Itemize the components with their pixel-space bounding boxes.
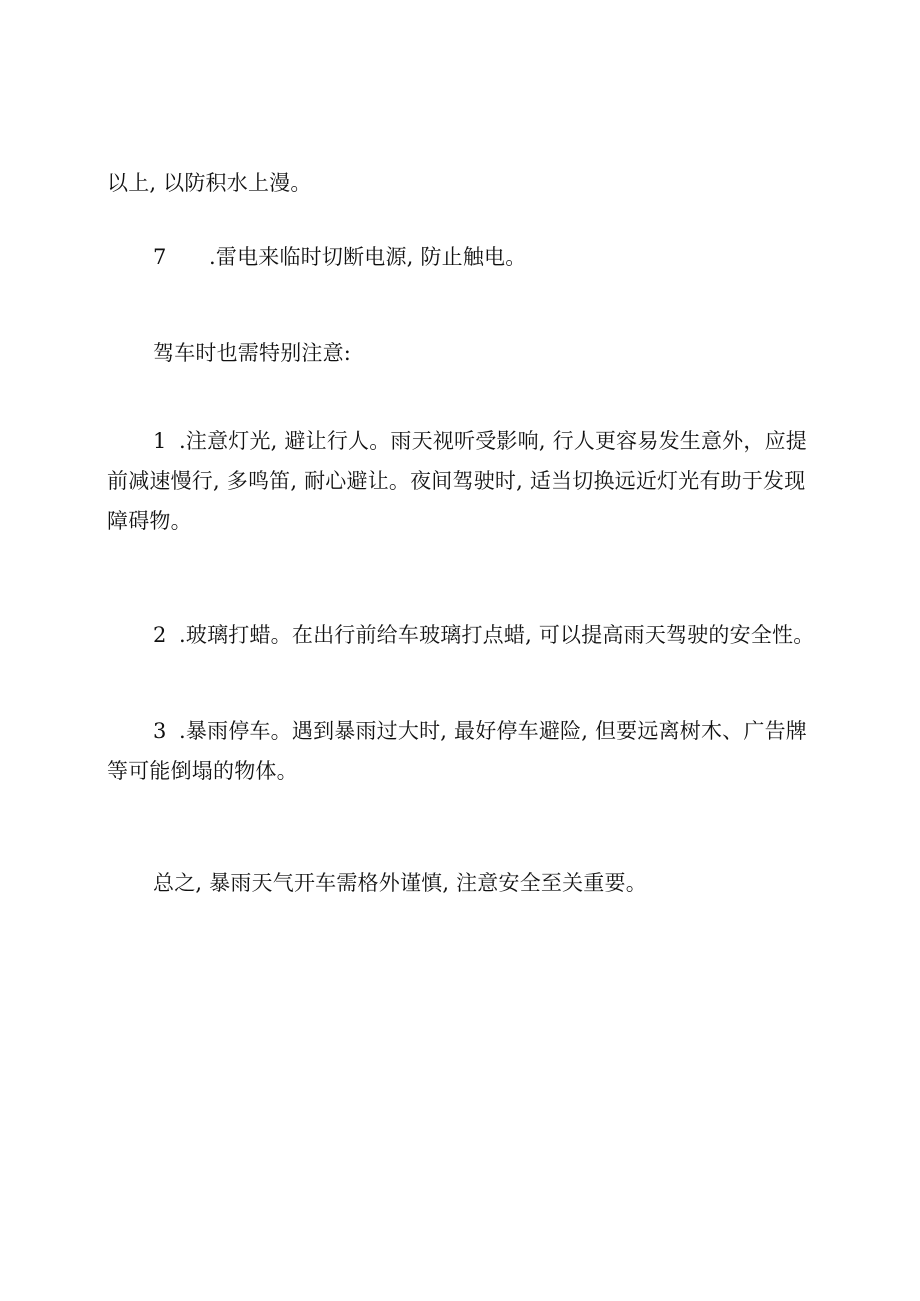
driving-item-1 xyxy=(107,421,819,541)
list-item-number: 7 xyxy=(153,245,167,269)
list-item-text: .雷电来临时切断电源, 防止触电。 xyxy=(209,245,527,269)
list-item-number: 3 xyxy=(153,719,167,743)
conclusion-paragraph: 总之, 暴雨天气开车需格外谨慎, 注意安全至关重要。 xyxy=(153,871,647,895)
list-item-text: .玻璃打蜡。在出行前给车玻璃打点蜡, 可以提高雨天驾驶的安全性。 xyxy=(179,623,815,647)
driving-item-2 xyxy=(107,615,819,655)
driving-intro-paragraph: 驾车时也需特别注意: xyxy=(153,341,352,365)
list-item-text: .暴雨停车。遇到暴雨过大时, 最好停车避险, 但要远离树木、广告牌等可能倒塌的物体。 xyxy=(107,719,807,783)
list-item-number: 2 xyxy=(153,623,167,647)
list-item-7 xyxy=(107,237,819,277)
list-item-number: 1 xyxy=(153,429,167,453)
list-item-text: .注意灯光, 避让行人。雨天视听受影响, 行人更容易发生意外，应提前减速慢行, 多鸣笛, 耐心避让。夜间驾驶时, 适当切换远近灯光有助于发现障碍物。 xyxy=(107,429,807,533)
driving-item-3 xyxy=(107,711,819,791)
continuation-paragraph: 以上, 以防积水上漫。 xyxy=(107,171,312,195)
